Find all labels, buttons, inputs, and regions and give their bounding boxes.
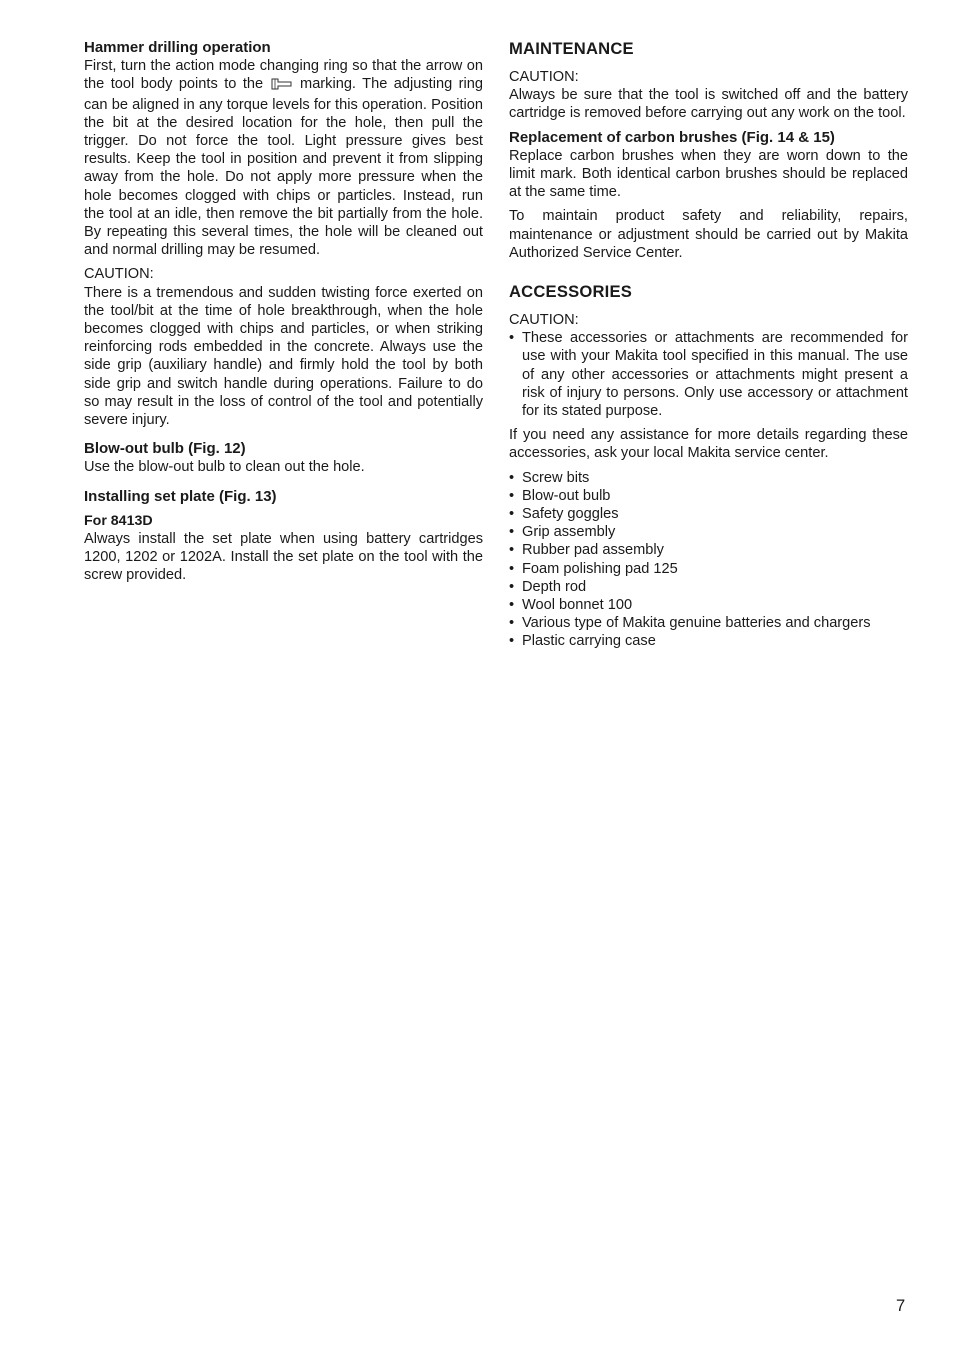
set-plate-model: For 8413D: [84, 512, 153, 529]
left-column: [84, 39, 483, 585]
right-column: [509, 39, 908, 651]
assistance-text: If you need any assistance for more details regarding these accessories, ask your local Makita service center.: [509, 427, 908, 462]
set-plate-text: Always install the set plate when using battery cartridges 1200, 1202 or 1202A. Install the set plate on the tool with the screw provided.: [84, 531, 483, 584]
accessories-caution-bullet: • These accessories or attachments are recommended for use with your Makita tool specified in this manual. The use of any other accessories or attachments might present a risk of injury to persons. Only use accessory or attachment for its stated purpose.: [509, 329, 908, 420]
carbon-brushes-heading: Replacement of carbon brushes (Fig. 14 & 15): [509, 128, 835, 146]
carbon-brushes-text: Replace carbon brushes when they are worn down to the limit mark. Both identical carbon brushes should be replaced at the same time.: [509, 147, 908, 201]
list-item: • Screw bits: [509, 469, 908, 487]
page-number: 7: [896, 1297, 906, 1315]
caution-label: CAUTION:: [509, 69, 579, 85]
accessories-caution-list: [509, 329, 908, 420]
list-item: • Blow-out bulb: [509, 487, 908, 505]
maintenance-heading: MAINTENANCE: [509, 39, 634, 58]
maintenance-caution-text: Always be sure that the tool is switched off and the battery cartridge is removed before carrying out any work on the tool.: [509, 87, 908, 122]
caution-label: CAUTION:: [509, 312, 579, 329]
hammer-caution-text: There is a tremendous and sudden twisting force exerted on the tool/bit at the time of hole breakthrough, when the hole becomes clogged with chips and particles, or when striking reinforcing rods embedded in the concrete. Always use the side grip (auxiliary handle) and firmly hold the tool by both side grip and switch handle during operations. Failure to do so may result in the loss of control of the tool and potentially severe injury.: [84, 284, 483, 429]
product-safety-text: To maintain product safety and reliability, repairs, maintenance or adjustment should be carried out by Makita Authorized Service Center.: [509, 208, 908, 261]
list-item: • Safety goggles: [509, 505, 908, 523]
hammer-drilling-heading: Hammer drilling operation: [84, 39, 271, 56]
set-plate-heading: Installing set plate (Fig. 13): [84, 487, 277, 505]
hammer-drilling-text: First, turn the action mode changing ring so that the arrow on the tool body points to the marking. The adjusting ring can be aligned in any torque levels for this operation. Position the bit at the desired location for the hole, then pull the trigger. Do not force the tool. Light pressure gives best results. Keep the tool in position and prevent it from slipping away from the hole. Do not apply more pressure when the hole becomes clogged with chips or particles. Instead, run the tool at an idle, then remove the bit partially from the hole. By repeating this several times, the hole will be cleaned out and normal drilling may be resumed.: [84, 58, 483, 259]
list-item: • Foam polishing pad 125: [509, 560, 908, 578]
list-item: • Various type of Makita genuine batteries and chargers: [509, 614, 908, 632]
list-item: • Rubber pad assembly: [509, 541, 908, 559]
blowout-bulb-heading: Blow-out bulb (Fig. 12): [84, 440, 246, 458]
accessories-heading: ACCESSORIES: [509, 282, 632, 302]
list-item: • Wool bonnet 100: [509, 596, 908, 614]
hammer-mode-icon: [271, 77, 293, 95]
blowout-bulb-text: Use the blow-out bulb to clean out the hole.: [84, 459, 365, 476]
list-item: • Depth rod: [509, 578, 908, 596]
caution-label: CAUTION:: [84, 266, 154, 283]
accessories-list: [509, 469, 908, 651]
list-item: • Plastic carrying case: [509, 632, 908, 650]
list-item: • Grip assembly: [509, 523, 908, 541]
